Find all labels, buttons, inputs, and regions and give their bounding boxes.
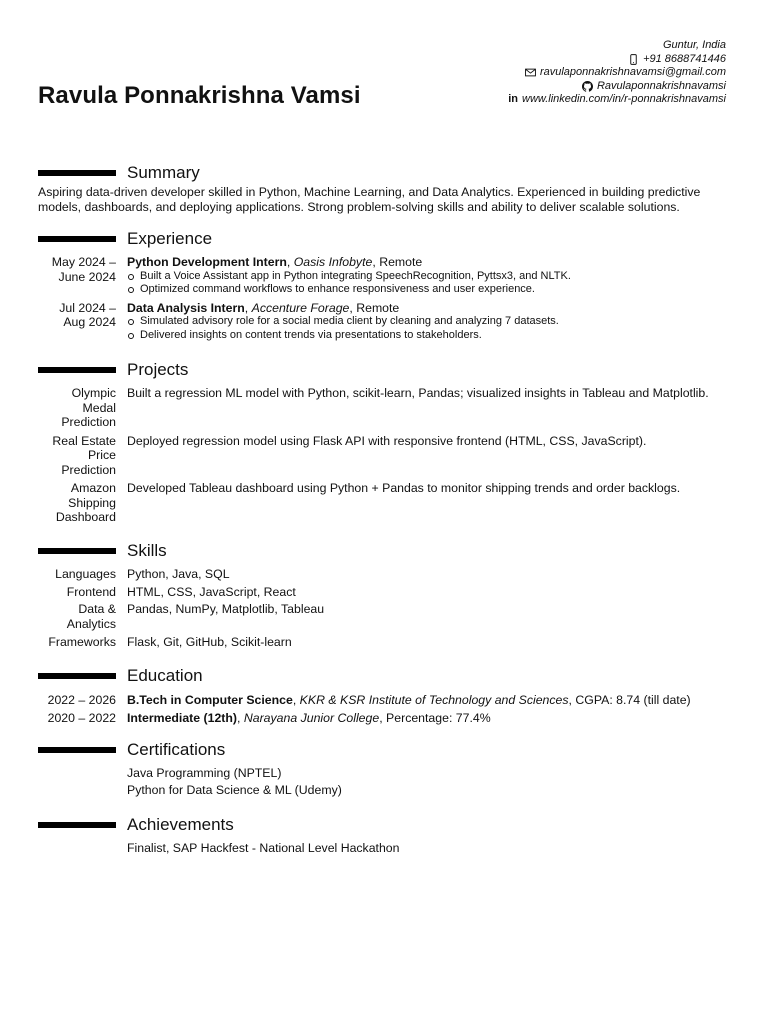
list-item xyxy=(127,315,730,329)
experience-entry xyxy=(38,301,730,343)
project-description: Deployed regression model using Flask API with responsive frontend (HTML, CSS, JavaScript). xyxy=(127,433,647,448)
candidate-name: Ravula Ponnakrishna Vamsi xyxy=(38,82,361,109)
project-name xyxy=(38,386,116,430)
projects-section xyxy=(38,359,730,525)
project-entry xyxy=(38,434,730,478)
section-header xyxy=(38,162,730,184)
summary-text: Aspiring data-driven developer skilled in Python, Machine Learning, and Data Analytics. Experienced in building predictive models, dashboards, and deploying applications. Strong problem-solving skills and ability to deliver scalable solutions. xyxy=(38,185,701,214)
section-title: Projects xyxy=(127,360,189,379)
experience-entry xyxy=(38,255,730,297)
skill-values: Pandas, NumPy, Matplotlib, Tableau xyxy=(127,602,325,616)
phone-row[interactable] xyxy=(508,53,726,67)
section-rule xyxy=(38,236,116,242)
certification-list xyxy=(38,765,730,799)
education-entry xyxy=(38,693,730,708)
achievement-list xyxy=(38,840,730,857)
project-entry xyxy=(38,481,730,525)
section-rule xyxy=(38,673,116,679)
company: Accenture Forage xyxy=(251,300,350,315)
experience-body xyxy=(127,255,730,297)
summary-section xyxy=(38,162,730,214)
circle-bullet-icon xyxy=(128,274,134,280)
grade: , Percentage: 77.4% xyxy=(379,710,491,725)
work-location: Remote xyxy=(379,255,423,269)
project-name-line: Real Estate xyxy=(52,433,116,448)
achievement-item: Finalist, SAP Hackfest - National Level Hackathon xyxy=(127,841,400,855)
circle-bullet-icon xyxy=(128,333,134,339)
section-title: Certifications xyxy=(127,740,226,759)
separator: , xyxy=(244,300,252,315)
bullet-list xyxy=(127,270,730,297)
skill-category-line: Data & xyxy=(78,602,116,616)
skill-category xyxy=(38,602,116,631)
project-name xyxy=(38,481,116,525)
experience-title xyxy=(127,301,730,316)
project-entry xyxy=(38,386,730,430)
email-link[interactable]: ravulaponnakrishnavamsi@gmail.com xyxy=(539,66,726,78)
bullet-text: Delivered insights on content trends via presentations to stakeholders. xyxy=(140,328,482,341)
bullet-text: Simulated advisory role for a social media client by cleaning and analyzing 7 datasets. xyxy=(140,315,559,327)
separator: , xyxy=(237,710,244,725)
section-rule xyxy=(38,367,116,373)
date-start: Jul 2024 – xyxy=(59,300,116,315)
company: Oasis Infobyte xyxy=(293,255,373,269)
separator: , xyxy=(349,300,357,315)
github-link[interactable]: Ravulaponnakrishnavamsi xyxy=(596,79,726,92)
project-description: Developed Tableau dashboard using Python + Pandas to monitor shipping trends and order backlogs. xyxy=(127,481,681,495)
experience-title xyxy=(127,255,730,270)
education-detail xyxy=(127,693,730,708)
skill-category-line: Analytics xyxy=(66,616,116,631)
project-name xyxy=(38,434,116,478)
project-name-line: Shipping xyxy=(68,495,116,510)
section-title: Summary xyxy=(127,163,200,182)
role: Python Development Intern xyxy=(127,255,287,269)
skill-values: Flask, Git, GitHub, Scikit-learn xyxy=(127,635,292,649)
contact-block xyxy=(508,39,726,107)
institution: Narayana Junior College xyxy=(243,710,380,725)
grade: , CGPA: 8.74 (till date) xyxy=(568,693,691,707)
github-icon xyxy=(582,81,593,92)
list-item xyxy=(127,283,730,297)
phone-text: +91 8688741446 xyxy=(643,52,726,65)
bullet-text: Built a Voice Assistant app in Python integrating SpeechRecognition, Pyttsx3, and NLTK. xyxy=(140,269,571,282)
date-end: June 2024 xyxy=(58,269,116,284)
section-header xyxy=(38,540,730,562)
envelope-icon xyxy=(525,67,536,78)
section-header xyxy=(38,359,730,381)
github-row[interactable] xyxy=(508,80,726,94)
institution: KKR & KSR Institute of Technology and Sciences xyxy=(299,693,569,707)
section-title: Education xyxy=(127,666,203,685)
education-detail xyxy=(127,711,730,726)
work-location: Remote xyxy=(356,300,400,315)
location-text: Guntur, India xyxy=(663,39,726,51)
section-title: Experience xyxy=(127,229,213,248)
project-name-line: Prediction xyxy=(61,462,116,477)
education-section xyxy=(38,665,730,725)
list-item xyxy=(127,270,730,284)
project-name-line: Olympic xyxy=(71,386,116,400)
skill-category: Frontend xyxy=(66,584,116,599)
project-name-line: Price xyxy=(87,448,116,462)
project-name-line: Prediction xyxy=(61,415,116,429)
experience-dates xyxy=(38,301,116,343)
skill-row xyxy=(38,585,730,600)
circle-bullet-icon xyxy=(128,319,134,325)
mobile-phone-icon xyxy=(628,54,639,65)
section-header xyxy=(38,739,730,761)
degree: B.Tech in Computer Science xyxy=(127,693,293,707)
bullet-text: Optimized command workflows to enhance responsiveness and user experience. xyxy=(140,283,535,295)
skill-category: Frameworks xyxy=(48,635,116,649)
skills-section xyxy=(38,540,730,650)
skill-row xyxy=(38,635,730,650)
separator: , xyxy=(286,255,294,269)
project-description: Built a regression ML model with Python, scikit-learn, Pandas; visualized insights in Tableau and Matplotlib. xyxy=(127,386,709,400)
linkedin-link[interactable]: www.linkedin.com/in/r-ponnakrishnavamsi xyxy=(522,93,726,105)
linkedin-row[interactable] xyxy=(508,93,726,107)
section-rule xyxy=(38,822,116,828)
section-header xyxy=(38,814,730,836)
degree: Intermediate (12th) xyxy=(127,710,238,725)
skill-values: Python, Java, SQL xyxy=(127,567,230,581)
section-title: Skills xyxy=(127,541,167,560)
section-rule xyxy=(38,548,116,554)
section-header xyxy=(38,665,730,687)
education-years: 2020 – 2022 xyxy=(47,710,116,725)
circle-bullet-icon xyxy=(128,287,134,293)
separator: , xyxy=(292,693,300,707)
linkedin-icon: in xyxy=(508,93,518,105)
list-item xyxy=(127,329,730,343)
project-name-line: Dashboard xyxy=(55,510,116,524)
date-end: Aug 2024 xyxy=(63,315,116,329)
education-years: 2022 – 2026 xyxy=(47,693,116,707)
role: Data Analysis Intern xyxy=(127,300,245,315)
education-entry xyxy=(38,711,730,726)
email-row[interactable] xyxy=(508,66,726,80)
achievements-section xyxy=(38,814,730,857)
location-row xyxy=(508,39,726,53)
certifications-section xyxy=(38,739,730,799)
section-rule xyxy=(38,747,116,753)
section-title: Achievements xyxy=(127,815,234,834)
section-rule xyxy=(38,170,116,176)
certification-item: Java Programming (NPTEL) xyxy=(127,766,282,780)
skill-row xyxy=(38,602,730,631)
project-name-line: Medal xyxy=(82,400,116,415)
date-start: May 2024 – xyxy=(51,255,116,269)
separator: , xyxy=(372,255,380,269)
skill-values: HTML, CSS, JavaScript, React xyxy=(127,584,296,599)
experience-body xyxy=(127,301,730,343)
skill-category: Languages xyxy=(55,567,116,581)
section-header xyxy=(38,228,730,250)
experience-dates xyxy=(38,255,116,297)
project-name-line: Amazon xyxy=(70,481,116,495)
skill-row xyxy=(38,567,730,582)
experience-section xyxy=(38,228,730,342)
bullet-list xyxy=(127,315,730,342)
certification-item: Python for Data Science & ML (Udemy) xyxy=(127,783,342,797)
